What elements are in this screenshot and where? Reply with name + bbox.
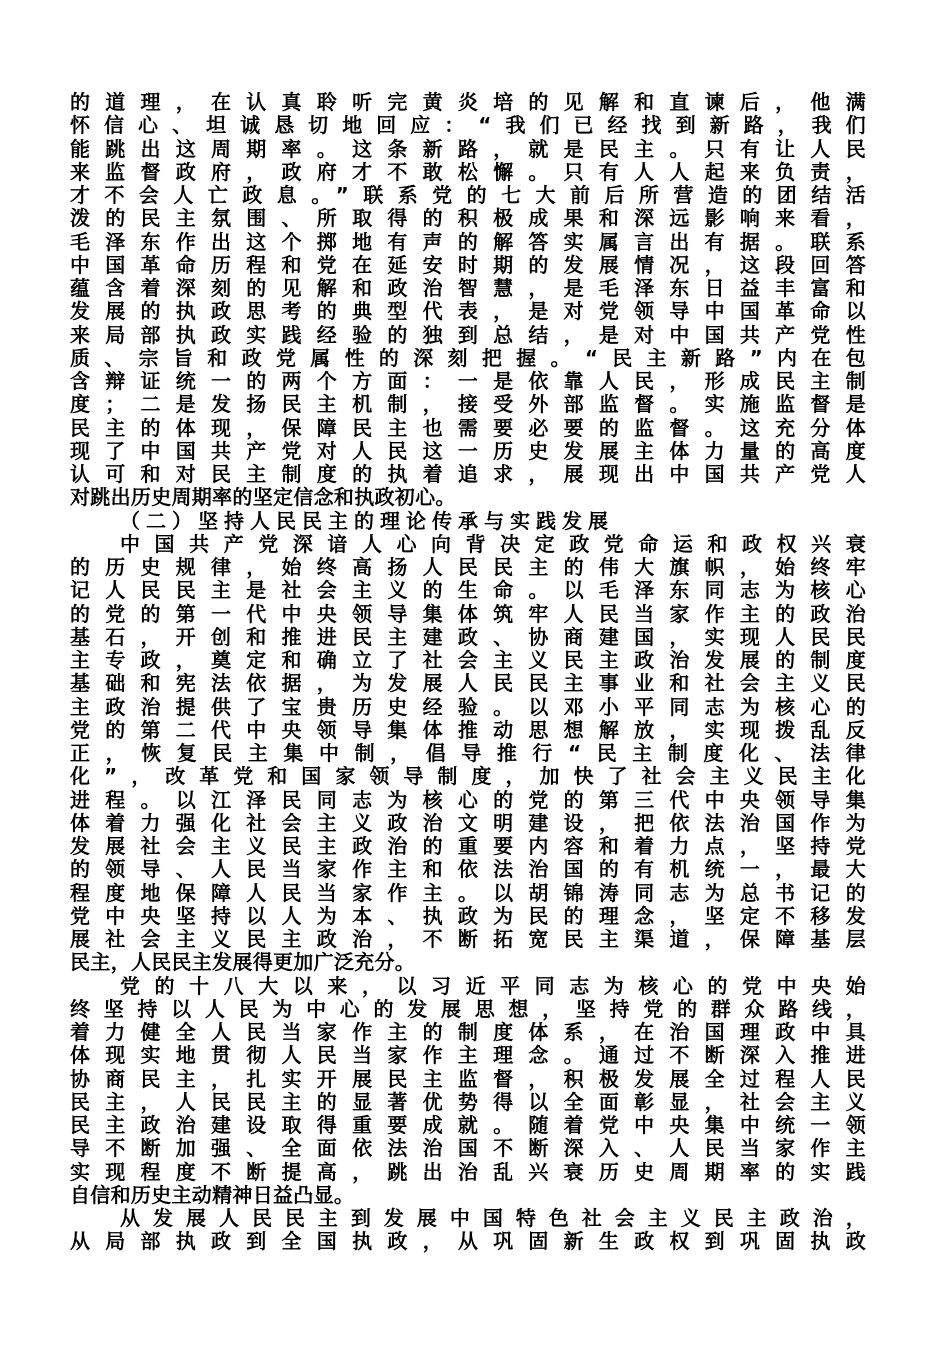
text-line: 的历史规律，始终高扬人民民主的伟大旗帜，始终牢 — [70, 555, 866, 579]
text-line: 才不会人亡政息。”联系党的七大前后所营造的团结活 — [70, 183, 866, 207]
text-line: 基石，开创和推进民主建政、协商建国，实现人民民 — [70, 624, 866, 649]
text-line: 泼的民主氛围、所取得的积极成果和深远影响来看， — [70, 206, 866, 231]
text-line: 民主，人民民主发展得更加广泛充分。 — [70, 950, 416, 975]
text-line: 怀信心、坦诚恳切地回应：“我们已经找到新路，我们 — [70, 113, 866, 138]
text-line: 程度地保障人民当家作主。以胡锦涛同志为总书记的 — [70, 880, 866, 905]
text-line: 体着力强化社会主义政治文明建设，把依法治国作为 — [70, 810, 866, 835]
text-line: 民主的体现，保障民主也需要必要的监督。这充分体 — [70, 415, 866, 440]
text-line: 正，恢复民主集中制，倡导推行“民主制度化、法律 — [70, 741, 866, 765]
text-line: 来局部执政实践经验的独到总结，是对中国共产党性 — [70, 322, 866, 347]
text-line: 着力健全人民当家作主的制度体系，在治国理政中具 — [70, 1020, 866, 1044]
text-line: 毛泽东作出这个掷地有声的解答实属言出有据。联系 — [70, 229, 866, 254]
text-line: 进程。以江泽民同志为核心的党的第三代中央领导集 — [70, 787, 866, 812]
text-line: 现了中国共产党对人民这一历史发展主体力量的高度 — [70, 438, 866, 463]
text-line: 自信和历史主动精神日益凸显。 — [70, 1182, 355, 1207]
text-line: 党的第二代中央领导集体推动思想解放，实现拨乱反 — [70, 717, 866, 742]
text-line: 基础和宪法依据，为发展人民民主事业和社会主义民 — [70, 671, 866, 696]
text-line: 体现实地贯彻人民当家作主理念。通过不断深入推进 — [70, 1043, 866, 1068]
text-line: 党的十八大以来，以习近平同志为核心的党中央始 — [120, 973, 866, 998]
text-line: 展社会主义民主政治，不断拓宽民主渠道，保障基层 — [70, 927, 866, 951]
text-line: 含辩证统一的两个方面：一是依靠人民，形成民主制 — [70, 369, 866, 393]
text-line: 来监督政府，政府才不敢松懈。只有人人起来负责， — [70, 159, 866, 184]
text-line: 从局部执政到全国执政，从巩固新生政权到巩固执政 — [70, 1229, 866, 1254]
text-line: 对跳出历史周期率的坚定信念和执政初心。 — [70, 485, 456, 510]
text-line: 发展社会主义民主政治的重要内容和着力点，坚持党 — [70, 834, 866, 858]
text-line: 从发展人民民主到发展中国特色社会主义民主政治， — [120, 1206, 866, 1230]
text-line: 的道理，在认真聆听完黄炎培的见解和直谏后，他满 — [70, 90, 866, 114]
text-line: 化”，改革党和国家领导制度，加快了社会主义民主化 — [70, 764, 866, 789]
text-line: 党中央坚持以人为本、执政为民的理念，坚定不移发 — [70, 903, 866, 928]
section-heading: （二）坚持人民民主的理论传承与实践发展 — [120, 508, 614, 533]
text-line: 发展的执政思考的典型代表，是对党领导中国革命以 — [70, 299, 866, 324]
text-line: 的领导、人民当家作主和依法治国的有机统一，最大 — [70, 857, 866, 882]
text-line: 实现程度不断提高，跳出治乱兴衰历史周期率的实践 — [70, 1159, 866, 1184]
text-line: 的党的第一代中央领导集体筑牢人民当家作主的政治 — [70, 601, 866, 626]
text-line: 中国革命历程和党在延安时期的发展情况，这段回答 — [70, 252, 866, 277]
text-line: 度；二是发扬民主机制，接受外部监督。实施监督是 — [70, 392, 866, 417]
text-line: 主政治提供了宝贵历史经验。以邓小平同志为核心的 — [70, 694, 866, 719]
text-line: 主专政，奠定和确立了社会主义民主政治发展的制度 — [70, 648, 866, 672]
text-line: 记人民民主是社会主义的生命。以毛泽东同志为核心 — [70, 578, 866, 603]
text-line: 导不断加强、全面依法治国不断深入、人民当家作主 — [70, 1136, 866, 1161]
text-line: 质、宗旨和政党属性的深刻把握。“民主新路”内在包 — [70, 345, 866, 370]
text-line: 终坚持以人民为中心的发展思想，坚持党的群众路线， — [70, 996, 866, 1021]
text-line: 民主政治建设取得重要成就。随着党中央集中统一领 — [70, 1113, 866, 1137]
document-page — [70, 91, 866, 1254]
text-line: 能跳出这周期率。这条新路，就是民主。只有让人民 — [70, 136, 866, 161]
text-line: 民主，人民民主的显著优势得以全面彰显，社会主义 — [70, 1089, 866, 1114]
text-line: 协商民主，扎实开展民主监督，积极发展全过程人民 — [70, 1066, 866, 1091]
text-line: 中国共产党深谙人心向背决定政党命运和政权兴衰 — [120, 531, 866, 556]
text-line: 认可和对民主制度的执着追求，展现出中国共产党人 — [70, 462, 866, 486]
text-line: 蕴含着深刻的见解和政治智慧，是毛泽东日益丰富和 — [70, 276, 866, 300]
